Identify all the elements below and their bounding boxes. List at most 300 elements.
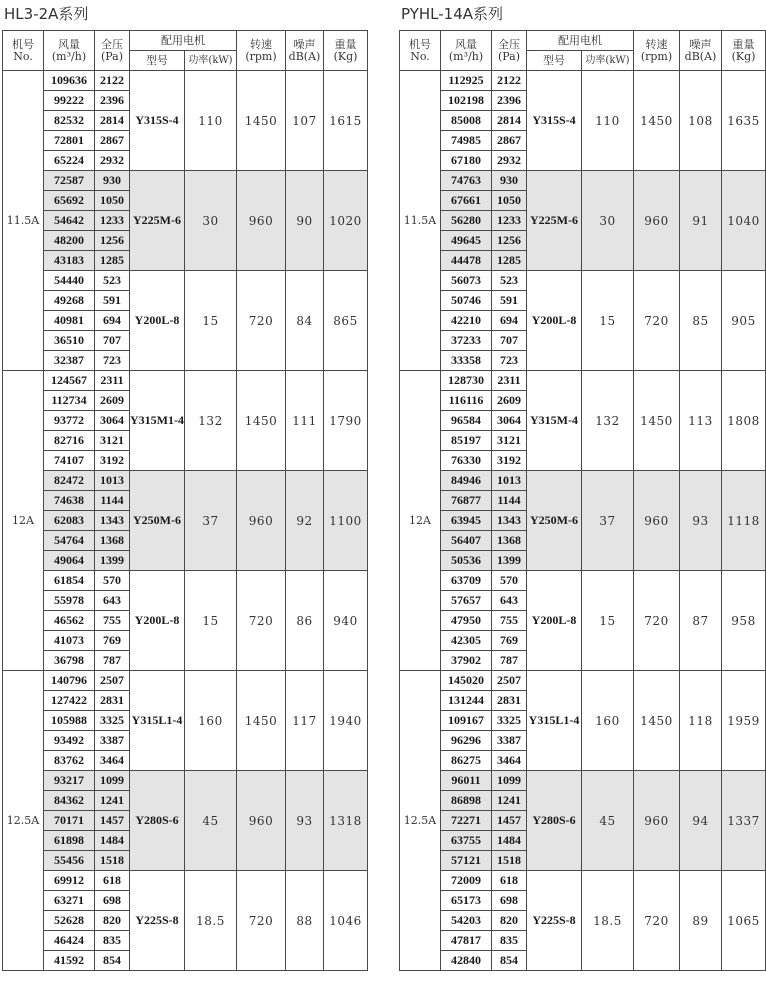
pressure-cell: 3464 <box>95 751 130 771</box>
table-row <box>3 771 368 791</box>
flow-cell: 42305 <box>441 631 492 651</box>
pressure-cell: 1518 <box>95 851 130 871</box>
motor-model-cell: Y315S-4 <box>130 71 185 171</box>
flow-cell: 33358 <box>441 351 492 371</box>
pressure-cell: 3121 <box>95 431 130 451</box>
pressure-cell: 698 <box>492 891 527 911</box>
right-spec-panel <box>399 0 766 971</box>
pressure-cell: 1241 <box>492 791 527 811</box>
pressure-cell: 570 <box>95 571 130 591</box>
weight-cell: 1337 <box>722 771 766 871</box>
noise-cell: 88 <box>286 871 324 971</box>
header-pressure-line2: (Pa) <box>497 49 521 63</box>
flow-cell: 65224 <box>44 151 95 171</box>
motor-power-cell: 110 <box>582 71 634 171</box>
pressure-cell: 723 <box>492 351 527 371</box>
pressure-cell: 2814 <box>95 111 130 131</box>
pressure-cell: 2609 <box>95 391 130 411</box>
header-row <box>400 31 766 51</box>
noise-cell: 93 <box>286 771 324 871</box>
motor-power-cell: 30 <box>185 171 237 271</box>
motor-model-cell: Y250M-6 <box>130 471 185 571</box>
header-speed-line2: (rpm) <box>245 49 277 63</box>
header-pressure-line1: 全压 <box>498 37 520 51</box>
header-weight <box>722 31 766 71</box>
weight-cell: 1046 <box>324 871 368 971</box>
flow-cell: 93772 <box>44 411 95 431</box>
flow-cell: 86898 <box>441 791 492 811</box>
motor-power-cell: 37 <box>582 471 634 571</box>
header-flow <box>44 31 95 71</box>
speed-cell: 1450 <box>634 671 680 771</box>
pressure-cell: 3064 <box>492 411 527 431</box>
flow-cell: 72587 <box>44 171 95 191</box>
weight-cell: 1118 <box>722 471 766 571</box>
motor-model-cell: Y250M-6 <box>527 471 582 571</box>
flow-cell: 61898 <box>44 831 95 851</box>
table-row <box>400 871 766 891</box>
flow-cell: 49645 <box>441 231 492 251</box>
pressure-cell: 2396 <box>95 91 130 111</box>
table-row <box>400 371 766 391</box>
header-machine-no <box>400 31 441 71</box>
flow-cell: 140796 <box>44 671 95 691</box>
speed-cell: 720 <box>237 271 286 371</box>
noise-cell: 94 <box>680 771 722 871</box>
flow-cell: 109636 <box>44 71 95 91</box>
noise-cell: 108 <box>680 71 722 171</box>
motor-power-cell: 45 <box>582 771 634 871</box>
flow-cell: 85008 <box>441 111 492 131</box>
pressure-cell: 755 <box>95 611 130 631</box>
pressure-cell: 2311 <box>492 371 527 391</box>
motor-power-cell: 160 <box>582 671 634 771</box>
pressure-cell: 1144 <box>95 491 130 511</box>
flow-cell: 57657 <box>441 591 492 611</box>
pressure-cell: 854 <box>95 951 130 971</box>
speed-cell: 1450 <box>237 71 286 171</box>
pressure-cell: 3192 <box>95 451 130 471</box>
table-row <box>400 571 766 591</box>
header-weight-line1: 重量 <box>732 37 755 51</box>
flow-cell: 145020 <box>441 671 492 691</box>
flow-cell: 63945 <box>441 511 492 531</box>
weight-cell: 1040 <box>722 171 766 271</box>
speed-cell: 1450 <box>237 671 286 771</box>
table-row <box>3 471 368 491</box>
weight-cell: 905 <box>722 271 766 371</box>
flow-cell: 69912 <box>44 871 95 891</box>
pressure-cell: 2507 <box>492 671 527 691</box>
machine-no-cell: 11.5A <box>400 71 441 371</box>
pressure-cell: 1285 <box>95 251 130 271</box>
header-pressure <box>95 31 130 71</box>
header-noise-line2: dB(A) <box>288 49 321 63</box>
pressure-cell: 1457 <box>492 811 527 831</box>
flow-cell: 42210 <box>441 311 492 331</box>
speed-cell: 960 <box>634 471 680 571</box>
pressure-cell: 1050 <box>95 191 130 211</box>
table-row <box>3 571 368 591</box>
flow-cell: 41592 <box>44 951 95 971</box>
pressure-cell: 930 <box>95 171 130 191</box>
header-speed <box>237 31 286 71</box>
flow-cell: 37902 <box>441 651 492 671</box>
flow-cell: 62083 <box>44 511 95 531</box>
machine-no-cell: 12.5A <box>3 671 44 971</box>
header-flow-line2: (m³/h) <box>448 49 484 63</box>
pressure-cell: 2609 <box>492 391 527 411</box>
motor-power-cell: 132 <box>582 371 634 471</box>
fan-spec-table <box>2 30 368 971</box>
flow-cell: 96584 <box>441 411 492 431</box>
pressure-cell: 1484 <box>492 831 527 851</box>
flow-cell: 57121 <box>441 851 492 871</box>
header-flow-line1: 风量 <box>58 37 80 51</box>
pressure-cell: 694 <box>95 311 130 331</box>
header-power: 功率(kW) <box>582 51 634 71</box>
table-row <box>400 471 766 491</box>
pressure-cell: 570 <box>492 571 527 591</box>
header-machine-no-line2: No. <box>13 49 33 63</box>
noise-cell: 111 <box>286 371 324 471</box>
flow-cell: 99222 <box>44 91 95 111</box>
noise-cell: 87 <box>680 571 722 671</box>
pressure-cell: 2311 <box>95 371 130 391</box>
flow-cell: 54764 <box>44 531 95 551</box>
machine-no-cell: 12A <box>400 371 441 671</box>
flow-cell: 37233 <box>441 331 492 351</box>
weight-cell: 1959 <box>722 671 766 771</box>
header-machine-no-line2: No. <box>410 49 430 63</box>
header-speed-line1: 转速 <box>645 37 668 51</box>
noise-cell: 117 <box>286 671 324 771</box>
header-speed-line2: (rpm) <box>640 49 673 63</box>
header-noise <box>680 31 722 71</box>
flow-cell: 49268 <box>44 291 95 311</box>
motor-model-cell: Y225M-6 <box>527 171 582 271</box>
pressure-cell: 3387 <box>95 731 130 751</box>
pressure-cell: 1256 <box>95 231 130 251</box>
machine-no-cell: 12.5A <box>400 671 441 971</box>
pressure-cell: 1013 <box>492 471 527 491</box>
motor-power-cell: 110 <box>185 71 237 171</box>
flow-cell: 102198 <box>441 91 492 111</box>
motor-model-cell: Y200L-8 <box>130 271 185 371</box>
flow-cell: 47817 <box>441 931 492 951</box>
pressure-cell: 1343 <box>492 511 527 531</box>
table-row <box>400 271 766 291</box>
header-flow-line1: 风量 <box>455 37 477 51</box>
weight-cell: 1100 <box>324 471 368 571</box>
pressure-cell: 787 <box>95 651 130 671</box>
header-machine-no <box>3 31 44 71</box>
pressure-cell: 769 <box>95 631 130 651</box>
motor-model-cell: Y315L1-4 <box>527 671 582 771</box>
flow-cell: 82716 <box>44 431 95 451</box>
noise-cell: 85 <box>680 271 722 371</box>
pressure-cell: 3464 <box>492 751 527 771</box>
header-pressure-line1: 全压 <box>101 37 123 51</box>
pressure-cell: 591 <box>492 291 527 311</box>
flow-cell: 124567 <box>44 371 95 391</box>
table-row <box>400 671 766 691</box>
flow-cell: 54203 <box>441 911 492 931</box>
pressure-cell: 643 <box>95 591 130 611</box>
pressure-cell: 1013 <box>95 471 130 491</box>
pressure-cell: 1099 <box>95 771 130 791</box>
header-motor: 配用电机 <box>527 31 634 51</box>
machine-no-cell: 11.5A <box>3 71 44 371</box>
noise-cell: 118 <box>680 671 722 771</box>
flow-cell: 93492 <box>44 731 95 751</box>
header-motor: 配用电机 <box>130 31 237 51</box>
flow-cell: 96296 <box>441 731 492 751</box>
pressure-cell: 643 <box>492 591 527 611</box>
noise-cell: 91 <box>680 171 722 271</box>
header-noise <box>286 31 324 71</box>
flow-cell: 52628 <box>44 911 95 931</box>
pressure-cell: 707 <box>95 331 130 351</box>
pressure-cell: 2932 <box>95 151 130 171</box>
pressure-cell: 591 <box>95 291 130 311</box>
table-row <box>3 671 368 691</box>
header-weight-line1: 重量 <box>334 37 357 51</box>
flow-cell: 55456 <box>44 851 95 871</box>
table-row <box>3 271 368 291</box>
header-model: 型号 <box>527 51 582 71</box>
flow-cell: 86275 <box>441 751 492 771</box>
flow-cell: 63709 <box>441 571 492 591</box>
pressure-cell: 3325 <box>492 711 527 731</box>
pressure-cell: 3121 <box>492 431 527 451</box>
pressure-cell: 930 <box>492 171 527 191</box>
pressure-cell: 835 <box>95 931 130 951</box>
motor-power-cell: 45 <box>185 771 237 871</box>
pressure-cell: 1343 <box>95 511 130 531</box>
series-title: PYHL-14A系列 <box>401 5 504 23</box>
flow-cell: 46562 <box>44 611 95 631</box>
noise-cell: 89 <box>680 871 722 971</box>
pressure-cell: 1241 <box>95 791 130 811</box>
header-row <box>3 31 368 51</box>
pressure-cell: 2831 <box>492 691 527 711</box>
flow-cell: 67180 <box>441 151 492 171</box>
header-weight-line2: (Kg) <box>333 49 358 63</box>
pressure-cell: 820 <box>95 911 130 931</box>
pressure-cell: 2122 <box>95 71 130 91</box>
flow-cell: 74638 <box>44 491 95 511</box>
pressure-cell: 1233 <box>95 211 130 231</box>
pressure-cell: 523 <box>95 271 130 291</box>
flow-cell: 56407 <box>441 531 492 551</box>
flow-cell: 48200 <box>44 231 95 251</box>
pressure-cell: 2831 <box>95 691 130 711</box>
noise-cell: 90 <box>286 171 324 271</box>
motor-power-cell: 15 <box>582 271 634 371</box>
motor-model-cell: Y315L1-4 <box>130 671 185 771</box>
header-model: 型号 <box>130 51 185 71</box>
header-flow <box>441 31 492 71</box>
pressure-cell: 618 <box>95 871 130 891</box>
flow-cell: 85197 <box>441 431 492 451</box>
motor-power-cell: 132 <box>185 371 237 471</box>
flow-cell: 131244 <box>441 691 492 711</box>
machine-no-cell: 12A <box>3 371 44 671</box>
flow-cell: 109167 <box>441 711 492 731</box>
flow-cell: 36798 <box>44 651 95 671</box>
pressure-cell: 1368 <box>492 531 527 551</box>
header-weight <box>324 31 368 71</box>
motor-power-cell: 37 <box>185 471 237 571</box>
table-row <box>3 71 368 91</box>
flow-cell: 63755 <box>441 831 492 851</box>
weight-cell: 1635 <box>722 71 766 171</box>
flow-cell: 36510 <box>44 331 95 351</box>
header-machine-no-line1: 机号 <box>12 37 34 51</box>
flow-cell: 63271 <box>44 891 95 911</box>
flow-cell: 49064 <box>44 551 95 571</box>
flow-cell: 54642 <box>44 211 95 231</box>
weight-cell: 1020 <box>324 171 368 271</box>
speed-cell: 960 <box>634 771 680 871</box>
flow-cell: 43183 <box>44 251 95 271</box>
flow-cell: 42840 <box>441 951 492 971</box>
flow-cell: 72801 <box>44 131 95 151</box>
series-title: HL3-2A系列 <box>4 5 89 23</box>
noise-cell: 107 <box>286 71 324 171</box>
motor-model-cell: Y200L-8 <box>527 571 582 671</box>
pressure-cell: 707 <box>492 331 527 351</box>
weight-cell: 1940 <box>324 671 368 771</box>
speed-cell: 720 <box>634 571 680 671</box>
flow-cell: 76330 <box>441 451 492 471</box>
table-row <box>400 171 766 191</box>
motor-model-cell: Y225M-6 <box>130 171 185 271</box>
fan-spec-table <box>399 30 766 971</box>
flow-cell: 112925 <box>441 71 492 91</box>
noise-cell: 113 <box>680 371 722 471</box>
speed-cell: 960 <box>237 171 286 271</box>
flow-cell: 128730 <box>441 371 492 391</box>
pressure-cell: 835 <box>492 931 527 951</box>
flow-cell: 76877 <box>441 491 492 511</box>
pressure-cell: 787 <box>492 651 527 671</box>
flow-cell: 72271 <box>441 811 492 831</box>
header-noise-line2: dB(A) <box>684 49 717 63</box>
weight-cell: 1615 <box>324 71 368 171</box>
motor-power-cell: 18.5 <box>582 871 634 971</box>
noise-cell: 93 <box>680 471 722 571</box>
header-noise-line1: 噪声 <box>689 37 712 51</box>
speed-cell: 960 <box>237 771 286 871</box>
pressure-cell: 1518 <box>492 851 527 871</box>
motor-model-cell: Y200L-8 <box>130 571 185 671</box>
header-machine-no-line1: 机号 <box>409 37 431 51</box>
flow-cell: 50536 <box>441 551 492 571</box>
pressure-cell: 2932 <box>492 151 527 171</box>
motor-power-cell: 15 <box>185 571 237 671</box>
flow-cell: 82532 <box>44 111 95 131</box>
pressure-cell: 3387 <box>492 731 527 751</box>
pressure-cell: 2814 <box>492 111 527 131</box>
flow-cell: 46424 <box>44 931 95 951</box>
speed-cell: 1450 <box>634 371 680 471</box>
speed-cell: 720 <box>237 871 286 971</box>
flow-cell: 72009 <box>441 871 492 891</box>
pressure-cell: 723 <box>95 351 130 371</box>
pressure-cell: 854 <box>492 951 527 971</box>
noise-cell: 84 <box>286 271 324 371</box>
noise-cell: 86 <box>286 571 324 671</box>
motor-power-cell: 15 <box>582 571 634 671</box>
speed-cell: 1450 <box>634 71 680 171</box>
motor-power-cell: 30 <box>582 171 634 271</box>
pressure-cell: 1457 <box>95 811 130 831</box>
pressure-cell: 1233 <box>492 211 527 231</box>
motor-model-cell: Y280S-6 <box>130 771 185 871</box>
flow-cell: 96011 <box>441 771 492 791</box>
pressure-cell: 1368 <box>95 531 130 551</box>
header-pressure-line2: (Pa) <box>100 49 124 63</box>
motor-power-cell: 160 <box>185 671 237 771</box>
pressure-cell: 2507 <box>95 671 130 691</box>
noise-cell: 92 <box>286 471 324 571</box>
flow-cell: 40981 <box>44 311 95 331</box>
pressure-cell: 2396 <box>492 91 527 111</box>
pressure-cell: 2867 <box>492 131 527 151</box>
pressure-cell: 618 <box>492 871 527 891</box>
table-row <box>3 371 368 391</box>
header-weight-line2: (Kg) <box>731 49 756 63</box>
pressure-cell: 523 <box>492 271 527 291</box>
flow-cell: 65173 <box>441 891 492 911</box>
flow-cell: 82472 <box>44 471 95 491</box>
flow-cell: 47950 <box>441 611 492 631</box>
weight-cell: 865 <box>324 271 368 371</box>
pressure-cell: 1399 <box>95 551 130 571</box>
pressure-cell: 1050 <box>492 191 527 211</box>
pressure-cell: 698 <box>95 891 130 911</box>
speed-cell: 1450 <box>237 371 286 471</box>
header-power: 功率(kW) <box>185 51 237 71</box>
pressure-cell: 694 <box>492 311 527 331</box>
flow-cell: 112734 <box>44 391 95 411</box>
flow-cell: 70171 <box>44 811 95 831</box>
flow-cell: 93217 <box>44 771 95 791</box>
left-spec-panel <box>2 0 368 971</box>
flow-cell: 41073 <box>44 631 95 651</box>
flow-cell: 74763 <box>441 171 492 191</box>
flow-cell: 61854 <box>44 571 95 591</box>
flow-cell: 127422 <box>44 691 95 711</box>
flow-cell: 44478 <box>441 251 492 271</box>
weight-cell: 1065 <box>722 871 766 971</box>
weight-cell: 1808 <box>722 371 766 471</box>
pressure-cell: 755 <box>492 611 527 631</box>
motor-power-cell: 18.5 <box>185 871 237 971</box>
table-row <box>400 771 766 791</box>
speed-cell: 720 <box>634 271 680 371</box>
pressure-cell: 820 <box>492 911 527 931</box>
header-noise-line1: 噪声 <box>293 37 316 51</box>
speed-cell: 720 <box>237 571 286 671</box>
flow-cell: 56280 <box>441 211 492 231</box>
pressure-cell: 2867 <box>95 131 130 151</box>
pressure-cell: 2122 <box>492 71 527 91</box>
speed-cell: 960 <box>237 471 286 571</box>
motor-model-cell: Y200L-8 <box>527 271 582 371</box>
